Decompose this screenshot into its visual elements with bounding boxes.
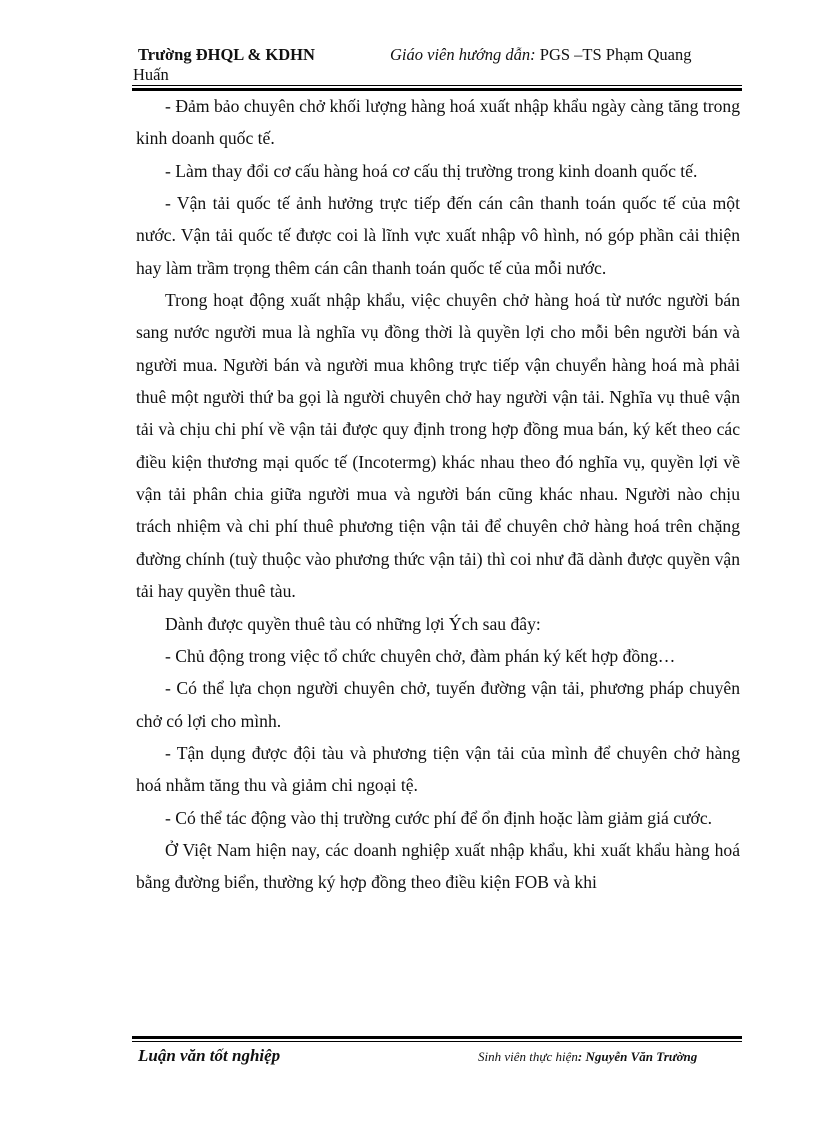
paragraph: Ở Việt Nam hiện nay, các doanh nghiệp xuất nhập khẩu, khi xuất khẩu hàng hoá bằng đường biển, thường ký hợp đồng theo điều kiện FOB và khi bbox=[136, 839, 740, 893]
header-institution: Trường ĐHQL & KDHN bbox=[138, 45, 315, 64]
paragraph: Trong hoạt động xuất nhập khẩu, việc chuyên chở hàng hoá từ nước người bán sang nước người mua là nghĩa vụ đồng thời là quyền lợi cho mỗi bên người bán và người mua. Người bán và người mua không trực tiếp vận chuyển hàng hoá mà phải thuê một người thứ ba gọi là người chuyên chở hay người vận tải. Nghĩa vụ thuê vận tải và chịu chi phí về vận tải được quy định trong hợp đồng mua bán, ký kết theo các điều kiện thương mại quốc tế (Incotermg) khác nhau theo đó nghĩa vụ, quyền lợi về vận tải phân chia giữa người mua và người bán cũng khác nhau. Người nào chịu trách nhiệm và chi phí thuê phương tiện vận tải để chuyên chở hàng hoá trên chặng đường chính (tuỳ thuộc vào phương thức vận tải) thì coi như đã dành được quyền vận tải hay quyền thuê tàu. bbox=[136, 290, 740, 602]
paragraph: - Đảm bảo chuyên chở khối lượng hàng hoá xuất nhập khẩu ngày càng tăng trong kinh doanh quốc tế. bbox=[136, 96, 740, 149]
paragraph: - Chủ động trong việc tổ chức chuyên chở, đàm phán ký kết hợp đồng… bbox=[165, 645, 676, 666]
supervisor-name-continued: Huấn bbox=[133, 65, 169, 84]
paragraph: - Tận dụng được đội tàu và phương tiện vận tải của mình để chuyên chở hàng hoá nhằm tăng thu và giảm chi ngoại tệ. bbox=[136, 742, 740, 796]
footer-rule bbox=[132, 1036, 742, 1042]
student-colon: : bbox=[577, 1049, 586, 1064]
paragraph: - Vận tải quốc tế ảnh hưởng trực tiếp đến cán cân thanh toán quốc tế của một nước. Vận tải quốc tế được coi là lĩnh vực xuất nhập vô hình, nó góp phần cải thiện hay làm trầm trọng thêm cán cân thanh toán quốc tế của mỗi nước. bbox=[136, 193, 740, 278]
paragraph: - Có thể tác động vào thị trường cước phí để ổn định hoặc làm giảm giá cước. bbox=[165, 807, 713, 828]
supervisor-label: Giáo viên hướng dẫn: bbox=[390, 45, 536, 64]
paragraph: - Có thể lựa chọn người chuyên chở, tuyến đường vận tải, phương pháp chuyên chở có lợi cho mình. bbox=[136, 678, 740, 731]
footer-student bbox=[478, 1049, 697, 1065]
paragraph: Dành được quyền thuê tàu có những lợi Ých sau đây: bbox=[165, 613, 541, 634]
footer-title: Luận văn tốt nghiệp bbox=[138, 1046, 281, 1065]
header-supervisor bbox=[390, 45, 692, 65]
paragraph: - Làm thay đổi cơ cấu hàng hoá cơ cấu thị trường trong kinh doanh quốc tế. bbox=[165, 160, 698, 181]
body-text bbox=[136, 90, 740, 899]
supervisor-name: PGS –TS Phạm Quang bbox=[535, 45, 692, 64]
student-name: Nguyễn Văn Trường bbox=[585, 1049, 698, 1064]
student-label: Sinh viên thực hiện bbox=[478, 1049, 578, 1064]
